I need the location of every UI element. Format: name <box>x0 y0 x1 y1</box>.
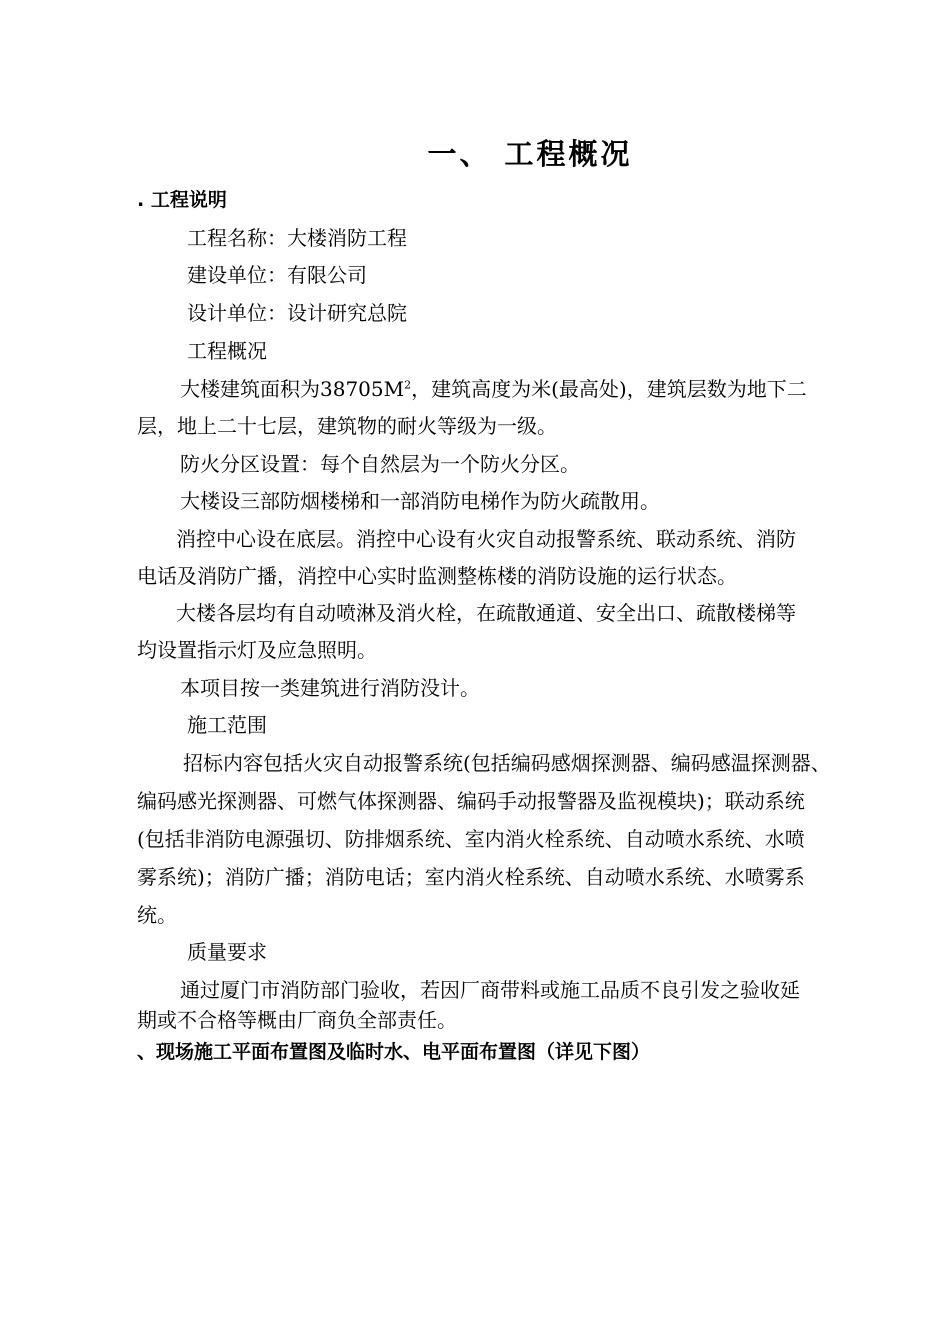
designer-line: 设计单位：设计研究总院 <box>187 301 407 325</box>
builder-line: 建设单位：有限公司 <box>187 263 367 287</box>
project-name-line: 工程名称：大楼消防工程 <box>187 226 407 250</box>
quality-line-2: 期或不合格等概由厂商负全部责任。 <box>137 1008 457 1032</box>
page-title: 一、 工程概况 <box>427 137 633 171</box>
building-height-text: ，建筑高度为米(最高处)，建筑层数为地下二 <box>411 377 807 401</box>
scope-heading: 施工范围 <box>187 713 267 737</box>
sprinkler-line-1: 大楼各层均有自动喷淋及消火栓，在疏散通道、安全出口、疏散楼梯等 <box>176 601 796 625</box>
scope-line-4: 雾系统)；消防广播；消防电话；室内消火栓系统、自动喷水系统、水喷雾系 <box>137 865 805 889</box>
control-center-line-1: 消控中心设在底层。消控中心设有火灾自动报警系统、联动系统、消防 <box>176 527 796 551</box>
quality-heading: 质量要求 <box>187 940 267 964</box>
quality-line-1: 通过厦门市消防部门验收，若因厂商带料或施工品质不良引发之验收延 <box>180 978 800 1002</box>
control-center-line-2: 电话及消防广播，消控中心实时监测整栋楼的消防设施的运行状态。 <box>137 564 737 588</box>
building-area-text: 大楼建筑面积为38705M <box>180 377 405 401</box>
building-floors-line: 层，地上二十七层，建筑物的耐火等级为一级。 <box>137 414 557 438</box>
fire-zone-line: 防火分区设置：每个自然层为一个防火分区。 <box>180 452 580 476</box>
scope-line-3: (包括非消防电源强切、防排烟系统、室内消火栓系统、自动喷水系统、水喷 <box>137 827 805 851</box>
scope-line-5: 统。 <box>137 903 177 927</box>
scope-line-1: 招标内容包括火灾自动报警系统(包括编码感烟探测器、编码感温探测器、 <box>183 751 831 775</box>
area-unit-superscript: 2 <box>404 378 412 392</box>
classification-line: 本项目按一类建筑进行消防没计。 <box>180 676 480 700</box>
sprinkler-line-2: 均设置指示灯及应急照明。 <box>137 638 377 662</box>
section-heading-site-layout: 、现场施工平面布置图及临时水、电平面布置图（详见下图） <box>137 1041 651 1063</box>
scope-line-2: 编码感光探测器、可燃气体探测器、编码手动报警器及监视模块)；联动系统 <box>137 789 805 813</box>
building-area-line <box>180 377 807 401</box>
stairs-line: 大楼设三部防烟楼梯和一部消防电梯作为防火疏散用。 <box>180 489 660 513</box>
overview-heading: 工程概况 <box>187 339 267 363</box>
section-heading-project-description: . 工程说明 <box>137 189 227 211</box>
